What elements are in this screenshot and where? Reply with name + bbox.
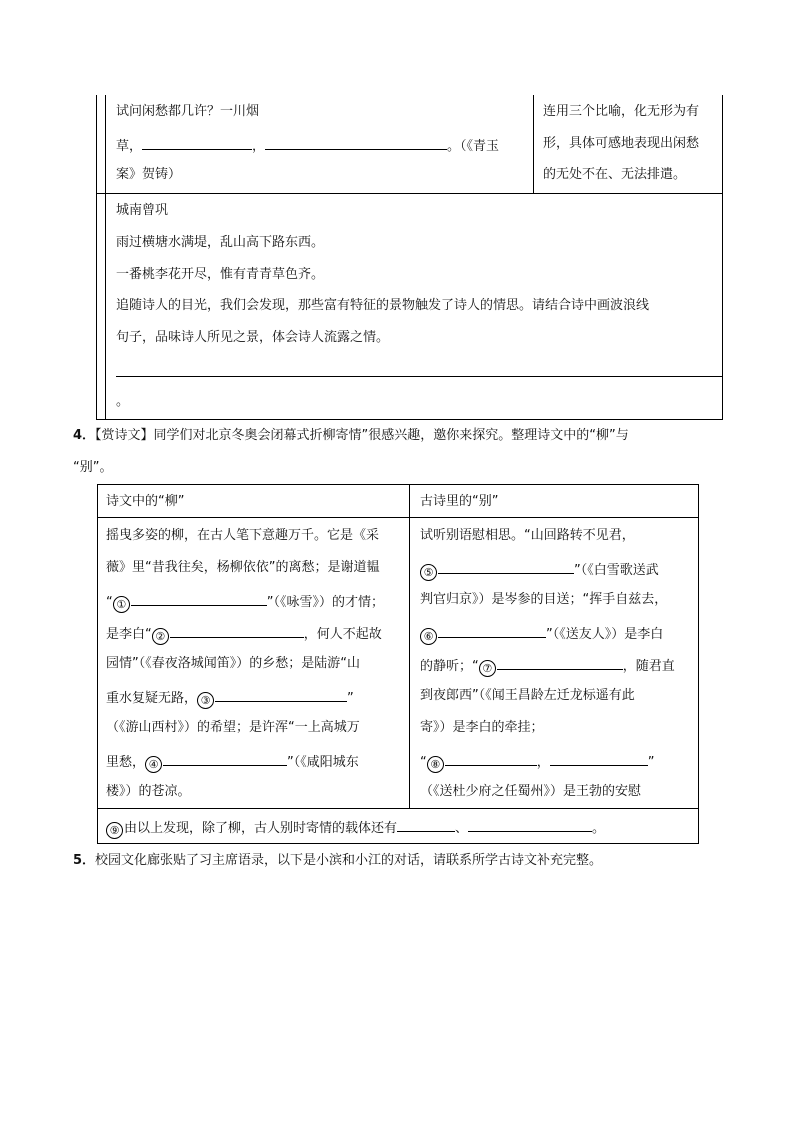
circled-9: ⑨ bbox=[106, 822, 123, 839]
table1-right bbox=[722, 95, 723, 420]
right-line-5 bbox=[420, 656, 675, 677]
right-line-4-post: ”（《送友人》）是李白 bbox=[546, 627, 664, 642]
left-line-4-post: ，何人不起故 bbox=[303, 627, 382, 642]
left-line-8-pre: 里愁， bbox=[106, 755, 146, 770]
table1-row-divider bbox=[96, 193, 723, 194]
q5-number: 5． bbox=[73, 853, 96, 868]
right-line-7: 寄》）是李白的牵挂； bbox=[420, 720, 544, 735]
table2-header-left: 诗文中的“柳” bbox=[106, 494, 185, 509]
question-line-1: 追随诗人的目光，我们会发现，那些富有特征的景物触发了诗人的情思。请结合诗中画波浪线 bbox=[116, 298, 650, 313]
q5-text: 校园文化廊张贴了习主席语录，以下是小滨和小江的对话，请联系所学古诗文补充完整。 bbox=[95, 853, 603, 868]
blank-6[interactable] bbox=[438, 624, 546, 638]
row1-right-line3: 的无处不在、无法排遣。 bbox=[543, 167, 687, 182]
left-line-3 bbox=[106, 592, 384, 613]
left-line-8 bbox=[106, 752, 359, 773]
right-line-3: 判官归京》）是岑参的目送；“挥手自兹去， bbox=[420, 592, 668, 607]
left-line-5: 园情”（《春夜洛城闻笛》）的乡愁；是陆游“山 bbox=[106, 656, 360, 671]
row1-right-line1: 连用三个比喻，化无形为有 bbox=[543, 104, 700, 119]
blank-3[interactable] bbox=[215, 688, 347, 702]
left-line-2: 薇》里“昔我往矣，杨柳依依”的离愁；是谢道韫 bbox=[106, 560, 380, 575]
table2-top bbox=[97, 484, 699, 485]
table2-right bbox=[698, 484, 699, 844]
blank-8a[interactable] bbox=[445, 752, 537, 766]
row1-left-line1: 试问闲愁都几许？一川烟 bbox=[116, 104, 260, 119]
answer-end-mark: 。 bbox=[116, 394, 130, 409]
table1-bottom bbox=[96, 419, 723, 420]
right-line-8 bbox=[420, 752, 655, 773]
question-line-2: 句子，品味诗人所见之景，体会诗人流露之情。 bbox=[116, 330, 390, 345]
row1-suffix: 。（《青玉 bbox=[447, 139, 500, 154]
bottom-text: 由以上发现，除了柳，古人别时寄情的载体还有 bbox=[124, 821, 398, 836]
right-line-5-post: ，随君直 bbox=[622, 659, 675, 674]
right-line-2 bbox=[420, 560, 659, 581]
bottom-end: 。 bbox=[592, 821, 606, 836]
right-line-6: 到夜郎西”（《闻王昌龄左迁龙标遥有此 bbox=[420, 688, 635, 703]
circled-1: ① bbox=[113, 596, 130, 613]
right-line-8-pre: “ bbox=[420, 755, 427, 770]
table2-header-right: 古诗里的“别” bbox=[420, 494, 499, 509]
right-line-4 bbox=[420, 624, 663, 645]
circled-4: ④ bbox=[145, 756, 162, 773]
q5-line bbox=[73, 853, 602, 869]
row1-left-line3: 案》贺铸） bbox=[116, 167, 182, 182]
row1-left-line2 bbox=[116, 136, 499, 155]
left-line-4 bbox=[106, 624, 382, 645]
poem-title: 城南曾巩 bbox=[116, 203, 169, 218]
answer-line[interactable] bbox=[116, 376, 722, 377]
row1-answer-blank-1[interactable] bbox=[142, 136, 252, 150]
circled-3: ③ bbox=[197, 692, 214, 709]
circled-7: ⑦ bbox=[479, 660, 496, 677]
circled-6: ⑥ bbox=[420, 628, 437, 645]
left-line-6-post: ” bbox=[347, 691, 354, 706]
row1-answer-blank-2[interactable] bbox=[265, 136, 447, 150]
blank-4[interactable] bbox=[163, 752, 287, 766]
blank-7[interactable] bbox=[497, 656, 623, 670]
table1-outer-left bbox=[96, 95, 97, 420]
table2-body-bottom bbox=[97, 808, 699, 809]
row1-sep: ， bbox=[252, 139, 266, 154]
left-line-8-post: ”（《咸阳城东 bbox=[287, 755, 359, 770]
circled-2: ② bbox=[152, 628, 169, 645]
table2-left-cell bbox=[98, 518, 409, 808]
left-line-3-pre: “ bbox=[106, 595, 113, 610]
blank-1[interactable] bbox=[131, 592, 267, 606]
left-line-6 bbox=[106, 688, 354, 709]
poem-line-1: 雨过横塘水满堤，乱山高下路东西。 bbox=[116, 235, 325, 250]
right-line-1: 试听别语慰相思。“山回路转不见君， bbox=[420, 528, 635, 543]
q4-line-1 bbox=[73, 428, 629, 444]
right-line-8-sep: ， bbox=[536, 755, 550, 770]
right-line-5-pre: 的静听；“ bbox=[420, 659, 479, 674]
circled-8: ⑧ bbox=[427, 756, 444, 773]
blank-9b[interactable] bbox=[468, 818, 592, 832]
left-line-4-pre: 是李白“ bbox=[106, 627, 152, 642]
table2-right-cell bbox=[410, 518, 698, 808]
left-line-3-post: ”（《咏雪》）的才情； bbox=[266, 595, 384, 610]
bottom-sep: 、 bbox=[455, 821, 469, 836]
row1-right-line2: 形，具体可感地表现出闲愁 bbox=[543, 136, 700, 151]
table2-bottom-row bbox=[106, 818, 605, 839]
left-line-9: 楼》）的苍凉。 bbox=[106, 784, 191, 799]
q4-line-2: “别”。 bbox=[73, 460, 113, 475]
right-line-8-post: ” bbox=[647, 755, 655, 770]
right-line-9: （《送杜少府之任蜀州》）是王勃的安慰 bbox=[420, 784, 642, 799]
left-line-7: （《游山西村》）的希望；是许浑“一上高城万 bbox=[106, 720, 360, 735]
left-line-1: 摇曳多姿的柳，在古人笔下意趣万千。它是《采 bbox=[106, 528, 380, 543]
blank-8b[interactable] bbox=[550, 752, 648, 766]
left-line-6-pre: 重水复疑无路， bbox=[106, 691, 198, 706]
blank-5[interactable] bbox=[438, 560, 574, 574]
poem-line-2: 一番桃李花开尽，惟有青青草色齐。 bbox=[116, 267, 325, 282]
right-line-2-post: ”（《白雪歌送武 bbox=[574, 563, 659, 578]
q4-text: 【赏诗文】同学们对北京冬奥会闭幕式折柳寄情”很感兴趣，邀你来探究。整理诗文中的“柳”与 bbox=[95, 428, 629, 443]
table2-bottom bbox=[97, 843, 699, 844]
q4-number: 4． bbox=[73, 428, 96, 443]
table1-mid-divider bbox=[533, 95, 534, 194]
row1-prefix: 草， bbox=[116, 139, 143, 154]
circled-5: ⑤ bbox=[420, 564, 437, 581]
blank-2[interactable] bbox=[170, 624, 304, 638]
table1-inner-left bbox=[105, 95, 106, 420]
blank-9a[interactable] bbox=[397, 818, 455, 832]
